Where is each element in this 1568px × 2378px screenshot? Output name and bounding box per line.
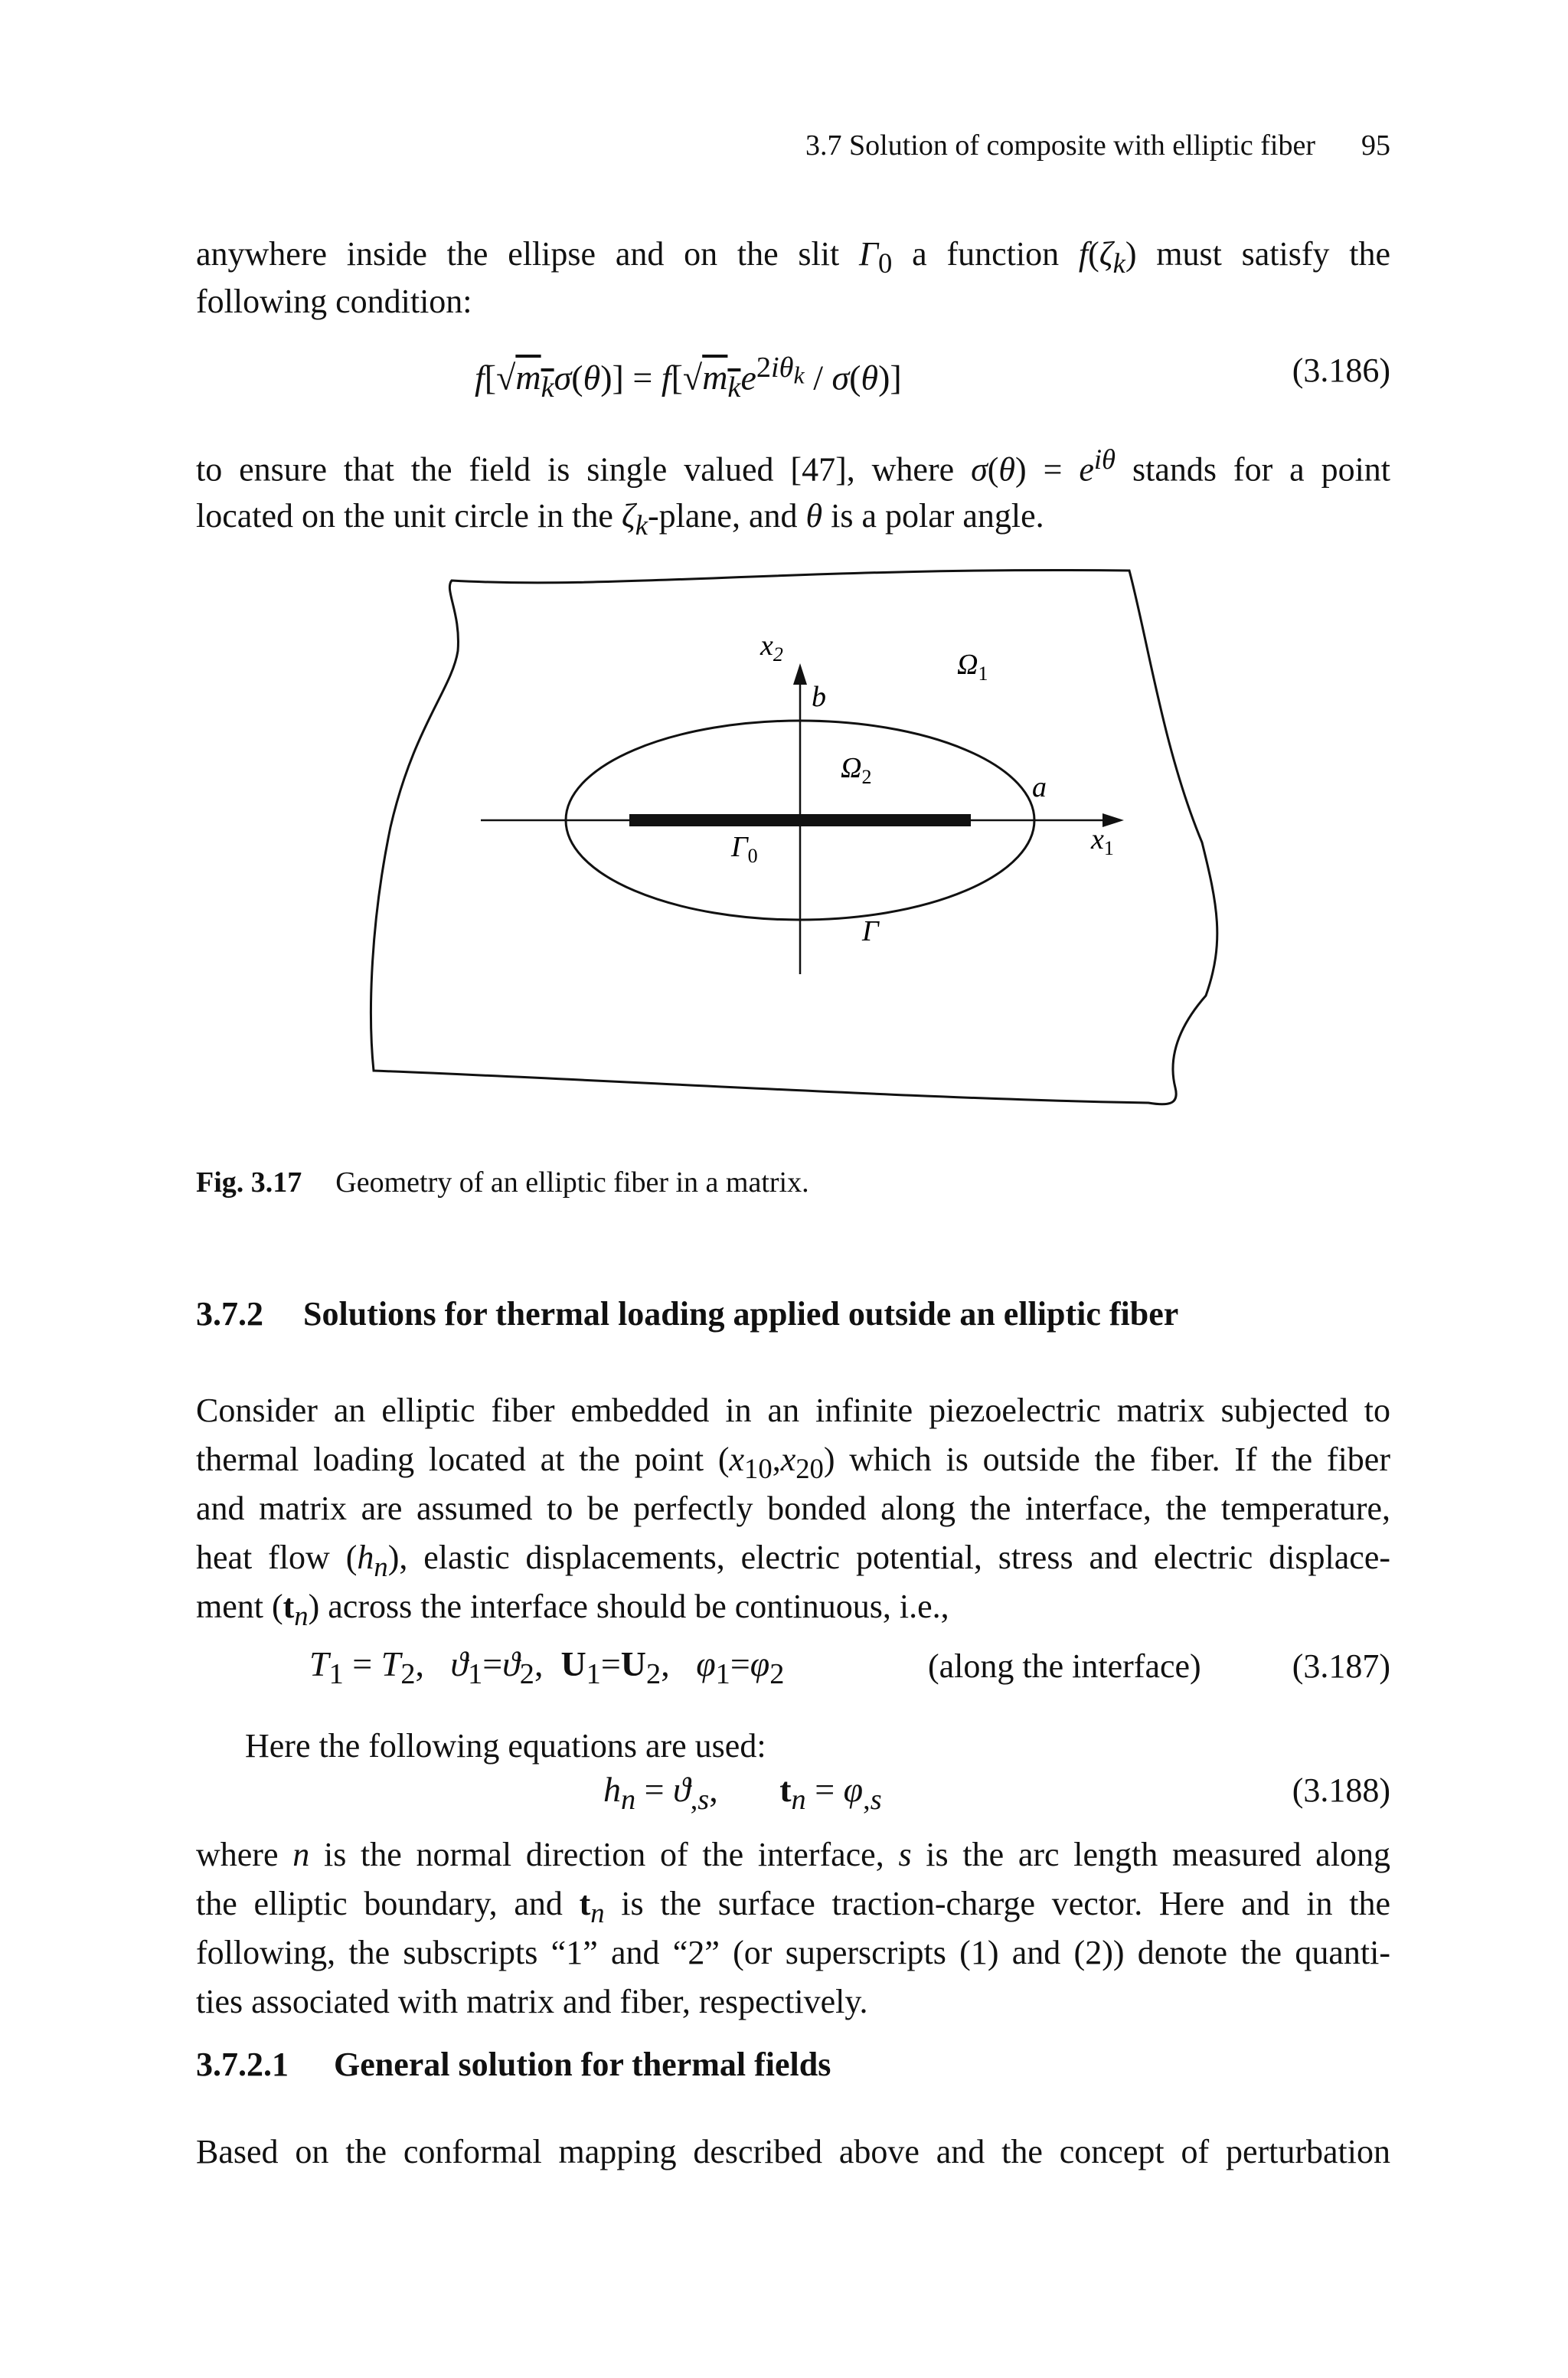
paragraph-3-line-3: and matrix are assumed to be perfectly bonded along the interface, the temperature, xyxy=(196,1490,1390,1527)
paragraph-2-line-2: located on the unit circle in the $\zeta_k$-plane, and θ is a polar angle. xyxy=(196,497,1044,541)
paragraph-5-line-4: ties associated with matrix and fiber, respectively. xyxy=(196,1983,868,2020)
paragraph-2-line-1: to ensure that the field is single valued [47], where $\sigma(\theta) = e^{i\theta}$ stands for a point xyxy=(196,443,1391,489)
label-gamma: Γ xyxy=(862,915,879,947)
equation-number-3-186: (3.186) xyxy=(1292,352,1390,389)
header-section-title: 3.7 Solution of composite with elliptic fiber xyxy=(805,129,1315,162)
label-x2: $x_2$ xyxy=(760,630,783,666)
equation-number-3-188: (3.188) xyxy=(1292,1771,1390,1809)
equation-3-186: $f[√m_k\sigma(\theta)] = f[√m_ke^{2i\theta_k} / \sigma(\theta)]$ xyxy=(475,352,902,404)
paragraph-3-line-5: ment $(t_n)$ across the interface should be continuous, i.e., xyxy=(196,1588,949,1631)
equation-3-187: $T_1 = T_2$, $ϑ_1=ϑ_2$, $U_1=U_2$, $\varphi_1=\varphi_2$ xyxy=(309,1644,785,1691)
slit-gamma0 xyxy=(629,814,971,826)
paragraph-4: Here the following equations are used: xyxy=(245,1727,766,1765)
section-heading-3-7-2-1: 3.7.2.1 General solution for thermal fields xyxy=(196,2046,831,2083)
equation-3-188: $h_n = ϑ_{,s}$, $t_n = \varphi_{,s}$ xyxy=(603,1770,882,1817)
equation-3-187-note: (along the interface) xyxy=(928,1647,1201,1685)
paragraph-3-line-4: heat flow $(h_n)$, elastic displacements, electric potential, stress and electric displace- xyxy=(196,1539,1390,1582)
section-heading-3-7-2: 3.7.2 Solutions for thermal loading applied outside an elliptic fiber xyxy=(196,1295,1179,1333)
label-b: b xyxy=(812,681,826,713)
paragraph-5-line-3: following, the subscripts “1” and “2” (or superscripts (1) and (2)) denote the quanti- xyxy=(196,1934,1390,1971)
label-a: a xyxy=(1032,771,1047,803)
label-omega1: $\Omega_1$ xyxy=(957,649,988,685)
paragraph-3-line-2: thermal loading located at the point $(x_{10},x_{20})$ which is outside the fiber. If the fiber xyxy=(196,1441,1390,1484)
figure-caption-text: Geometry of an elliptic fiber in a matrix. xyxy=(335,1166,809,1199)
paragraph-3-line-1: Consider an elliptic fiber embedded in an infinite piezoelectric matrix subjected to xyxy=(196,1392,1390,1429)
paragraph-6-line-1: Based on the conformal mapping described above and the concept of perturbation xyxy=(196,2133,1390,2170)
paragraph-5-line-1: where n is the normal direction of the interface, s is the arc length measured along xyxy=(196,1836,1391,1873)
label-x1: $x_1$ xyxy=(1091,823,1114,859)
paragraph-1-line-2: following condition: xyxy=(196,283,472,320)
equation-number-3-187: (3.187) xyxy=(1292,1647,1390,1685)
figure-caption xyxy=(196,1166,809,1199)
x1-arrow xyxy=(1102,813,1124,827)
figure-caption-label: Fig. 3.17 xyxy=(196,1166,302,1199)
label-gamma0: $\Gamma_0$ xyxy=(731,831,758,867)
page-number: 95 xyxy=(1361,129,1390,162)
label-omega2: $\Omega_2$ xyxy=(841,752,872,788)
paragraph-5-line-2: the elliptic boundary, and $t_n$ is the surface traction-charge vector. Here and in the xyxy=(196,1885,1391,1928)
x2-arrow xyxy=(793,663,807,685)
paragraph-1-line-1: anywhere inside the ellipse and on the slit $\Gamma_0$ a function $f(\zeta_k)$ must satisfy the xyxy=(196,235,1391,279)
